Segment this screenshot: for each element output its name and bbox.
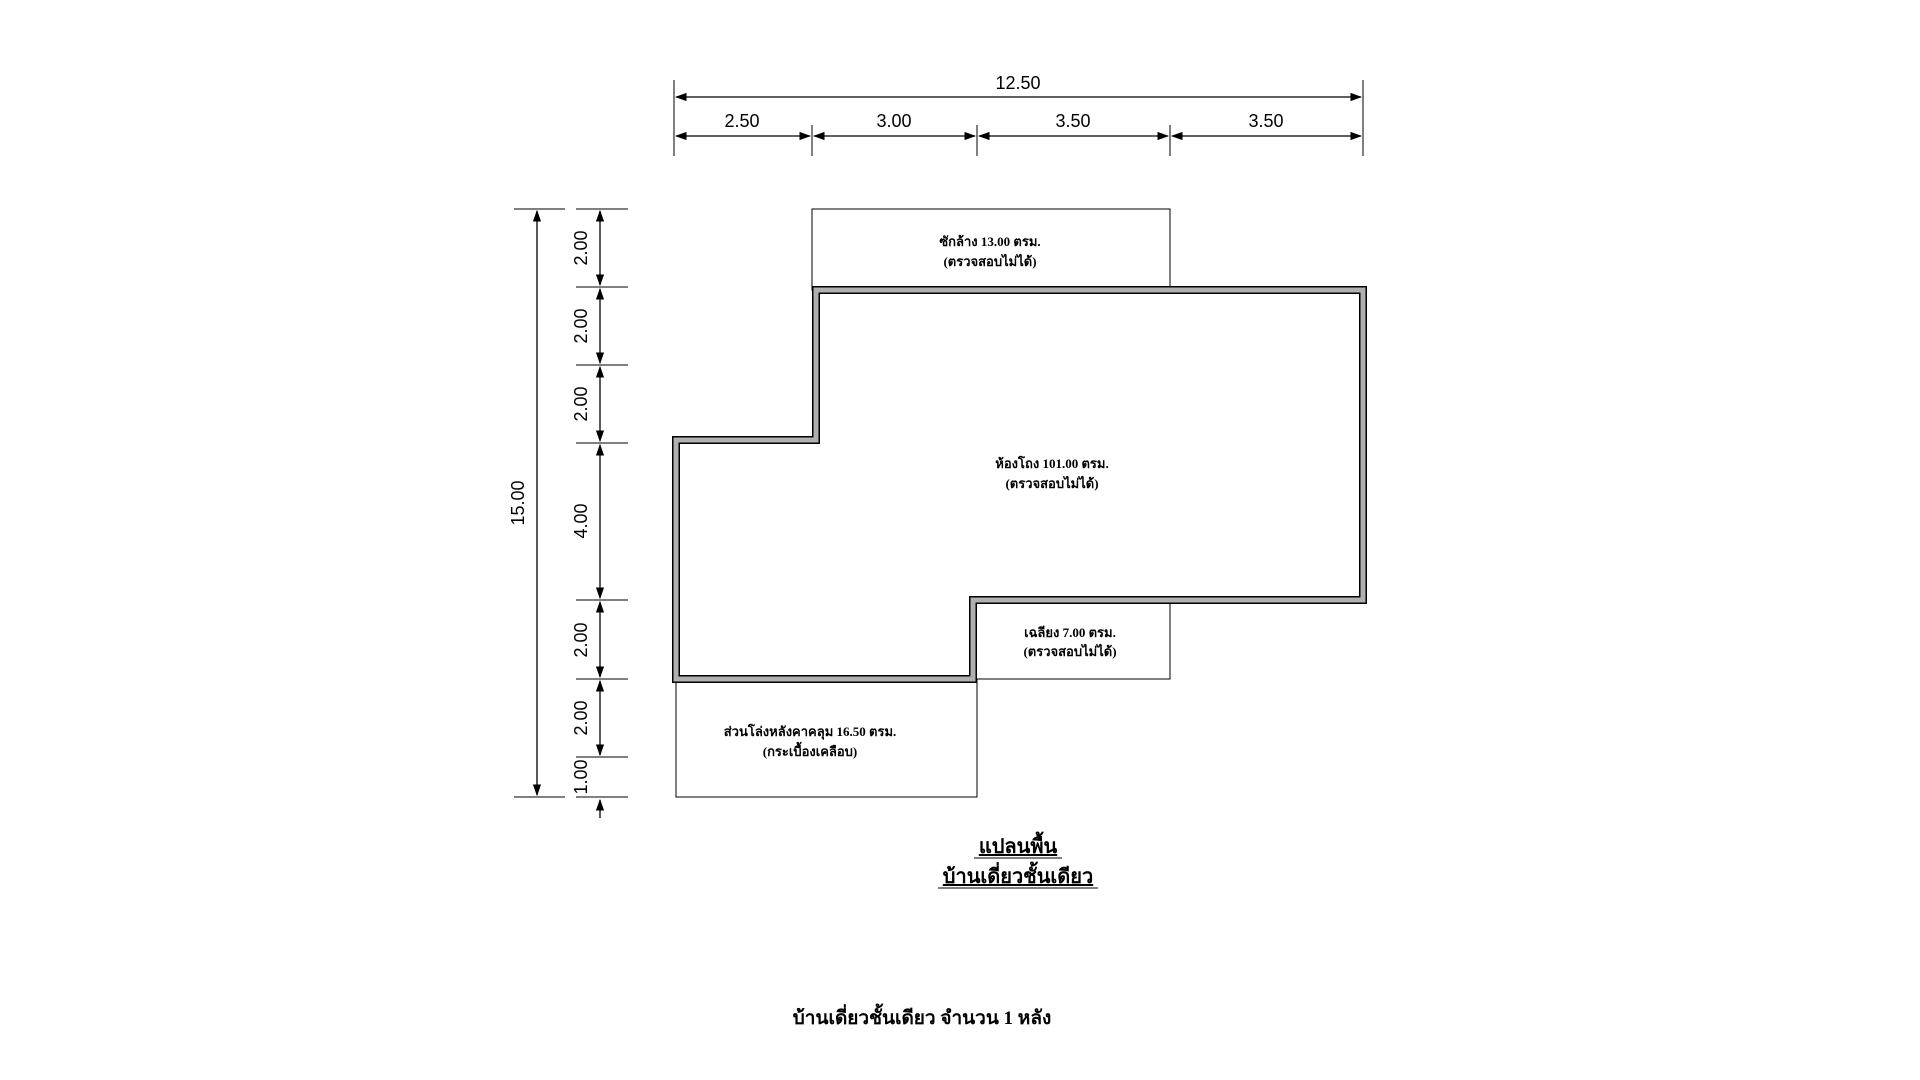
room-annex-note: (กระเบื้องเคลือบ): [762, 744, 858, 759]
dim-height-segment-3: 2.00: [571, 386, 591, 422]
plan-subtitle: บ้านเดี่ยวชั้นเดียว: [942, 866, 1094, 888]
room-annex-label: ส่วนโล่งหลังคาคลุม 16.50 ตรม.: [723, 724, 897, 739]
room-laundry: [812, 209, 1170, 290]
horizontal-dimensions: [674, 73, 1363, 156]
dim-height-segment-2: 2.00: [571, 308, 591, 344]
room-porch-label: เฉลียง 7.00 ตรม.: [1024, 625, 1116, 640]
dim-height-segment-1: 2.00: [571, 230, 591, 266]
room-porch-note: (ตรวจสอบไม่ได้): [1023, 644, 1117, 659]
dim-total-width: 12.50: [995, 73, 1041, 93]
room-hall-label: ห้องโถง 101.00 ตรม.: [995, 456, 1109, 471]
caption-text: บ้านเดี่ยวชั้นเดียว จำนวน 1 หลัง: [792, 1008, 1052, 1029]
plan-title: แปลนพื้น: [978, 836, 1058, 858]
dim-width-segment-2: 3.00: [876, 111, 912, 131]
dim-width-segment-4: 3.50: [1248, 111, 1284, 131]
dim-width-segment-3: 3.50: [1055, 111, 1091, 131]
room-hall-note: (ตรวจสอบไม่ได้): [1005, 476, 1099, 491]
dim-height-segment-4: 4.00: [571, 503, 591, 539]
room-laundry-label: ซักล้าง 13.00 ตรม.: [939, 234, 1041, 249]
room-laundry-note: (ตรวจสอบไม่ได้): [943, 254, 1037, 269]
dim-height-segment-5: 2.00: [571, 622, 591, 658]
dim-height-segment-7: 1.00: [571, 759, 591, 795]
dim-width-segment-1: 2.50: [724, 111, 760, 131]
dim-height-segment-6: 2.00: [571, 700, 591, 736]
dim-total-height: 15.00: [508, 480, 528, 526]
vertical-dimensions: [508, 209, 628, 818]
